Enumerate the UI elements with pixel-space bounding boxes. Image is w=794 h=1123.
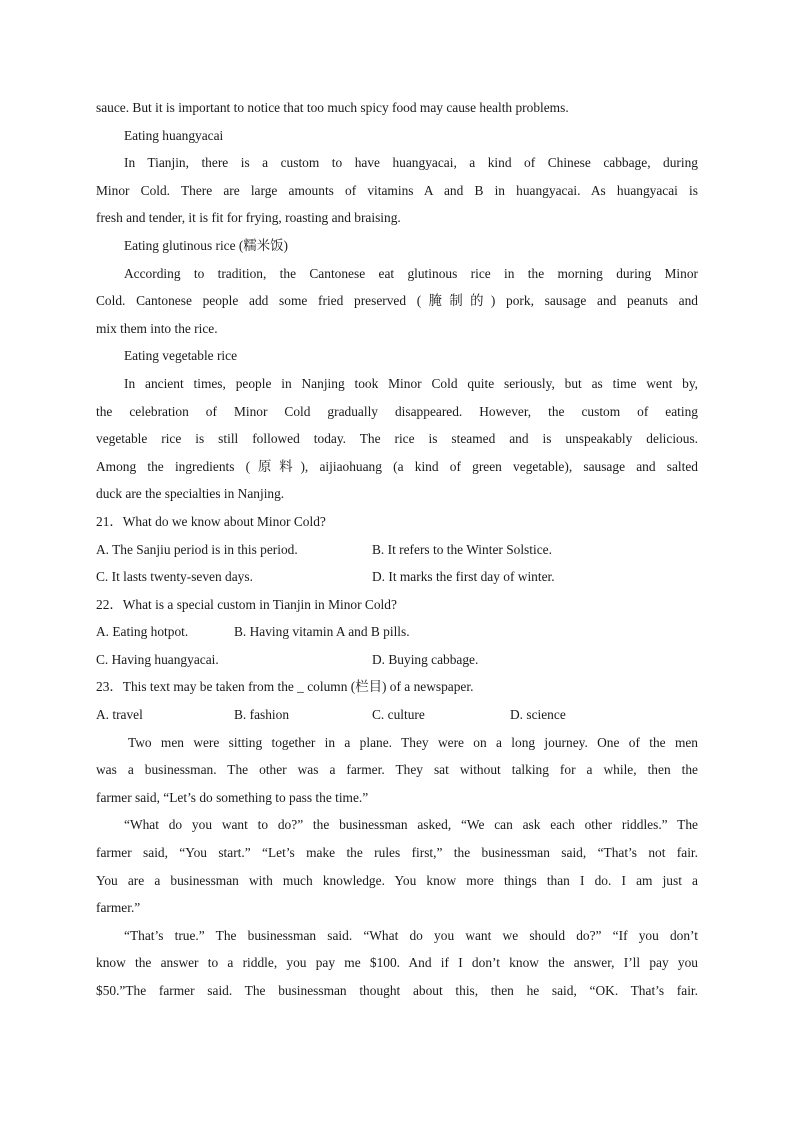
option-a[interactable]: A. travel	[96, 707, 143, 723]
paragraph-line: fresh and tender, it is fit for frying, roasting and braising.	[96, 210, 401, 226]
option-c[interactable]: C. culture	[372, 707, 425, 723]
paragraph-line: In ancient times, people in Nanjing took Minor Cold quite seriously, but as time went by,	[124, 375, 698, 391]
options-row	[96, 701, 698, 729]
option-d[interactable]: D. science	[510, 707, 566, 723]
paragraph-line: Cold. Cantonese people add some fried preserved (腌制的) pork, sausage and peanuts and	[96, 293, 698, 309]
subheading-glutinous-rice: Eating glutinous rice (糯米饭)	[124, 237, 289, 253]
paragraph-line: “What do you want to do?” the businessman asked, “We can ask each other riddles.” The	[124, 817, 698, 833]
option-a[interactable]: A. Eating hotpot.	[96, 624, 189, 640]
subheading-huangyacai: Eating huangyacai	[124, 127, 224, 143]
page-content	[96, 94, 698, 1005]
paragraph-line: vegetable rice is still followed today. The rice is steamed and is unspeakably delicious.	[96, 431, 698, 447]
paragraph-line: You are a businessman with much knowledge. You know more things than I do. I am just a	[96, 872, 698, 888]
options-row	[96, 618, 698, 646]
paragraph-line: $50.”The farmer said. The businessman thought about this, then he said, “OK. That’s fair.	[96, 983, 698, 998]
paragraph-line: was a businessman. The other was a farmer. They sat without talking for a while, then the	[96, 762, 698, 778]
paragraph-line: farmer said, “Let’s do something to pass the time.”	[96, 789, 369, 805]
subheading-vegetable-rice: Eating vegetable rice	[124, 348, 238, 364]
question-stem: 23．This text may be taken from the _ column (栏目) of a newspaper.	[96, 679, 474, 695]
option-c[interactable]: C. Having huangyacai.	[96, 651, 219, 667]
paragraph-line: Minor Cold. There are large amounts of vitamins A and B in huangyacai. As huangyacai is	[96, 182, 698, 198]
option-a[interactable]: A. The Sanjiu period is in this period.	[96, 541, 298, 557]
question-stem: 22．What is a special custom in Tianjin in Minor Cold?	[96, 596, 397, 612]
passage-line: sauce. But it is important to notice that too much spicy food may cause health problems.	[96, 100, 569, 115]
paragraph-line: Among the ingredients (原料), aijiaohuang (a kind of green vegetable), sausage and salted	[96, 458, 698, 474]
paragraph-line: mix them into the rice.	[96, 320, 218, 336]
question-stem: 21．What do we know about Minor Cold?	[96, 513, 326, 529]
paragraph-line: know the answer to a riddle, you pay me $100. And if I don’t know the answer, I’ll pay you	[96, 955, 698, 971]
paragraph-line: “That’s true.” The businessman said. “What do you want we should do?” “If you don’t	[124, 927, 698, 943]
options-row	[96, 536, 698, 564]
option-c[interactable]: C. It lasts twenty-seven days.	[96, 569, 253, 585]
option-b[interactable]: B. Having vitamin A and B pills.	[234, 624, 410, 640]
option-d[interactable]: D. Buying cabbage.	[372, 651, 479, 667]
option-b[interactable]: B. It refers to the Winter Solstice.	[372, 541, 552, 557]
paragraph-line: the celebration of Minor Cold gradually disappeared. However, the custom of eating	[96, 403, 698, 419]
options-row	[96, 563, 698, 591]
paragraph-line: farmer.”	[96, 900, 141, 916]
paragraph-line: duck are the specialties in Nanjing.	[96, 486, 285, 502]
paragraph-line: In Tianjin, there is a custom to have huangyacai, a kind of Chinese cabbage, during	[124, 155, 698, 171]
paragraph-line: farmer said, “You start.” “Let’s make the rules first,” the businessman said, “That’s not fair.	[96, 845, 698, 861]
option-d[interactable]: D. It marks the first day of winter.	[372, 569, 555, 585]
options-row	[96, 646, 698, 674]
paragraph-line: According to tradition, the Cantonese eat glutinous rice in the morning during Minor	[124, 265, 698, 281]
option-b[interactable]: B. fashion	[234, 707, 290, 723]
paragraph-line: Two men were sitting together in a plane. They were on a long journey. One of the men	[128, 734, 698, 750]
